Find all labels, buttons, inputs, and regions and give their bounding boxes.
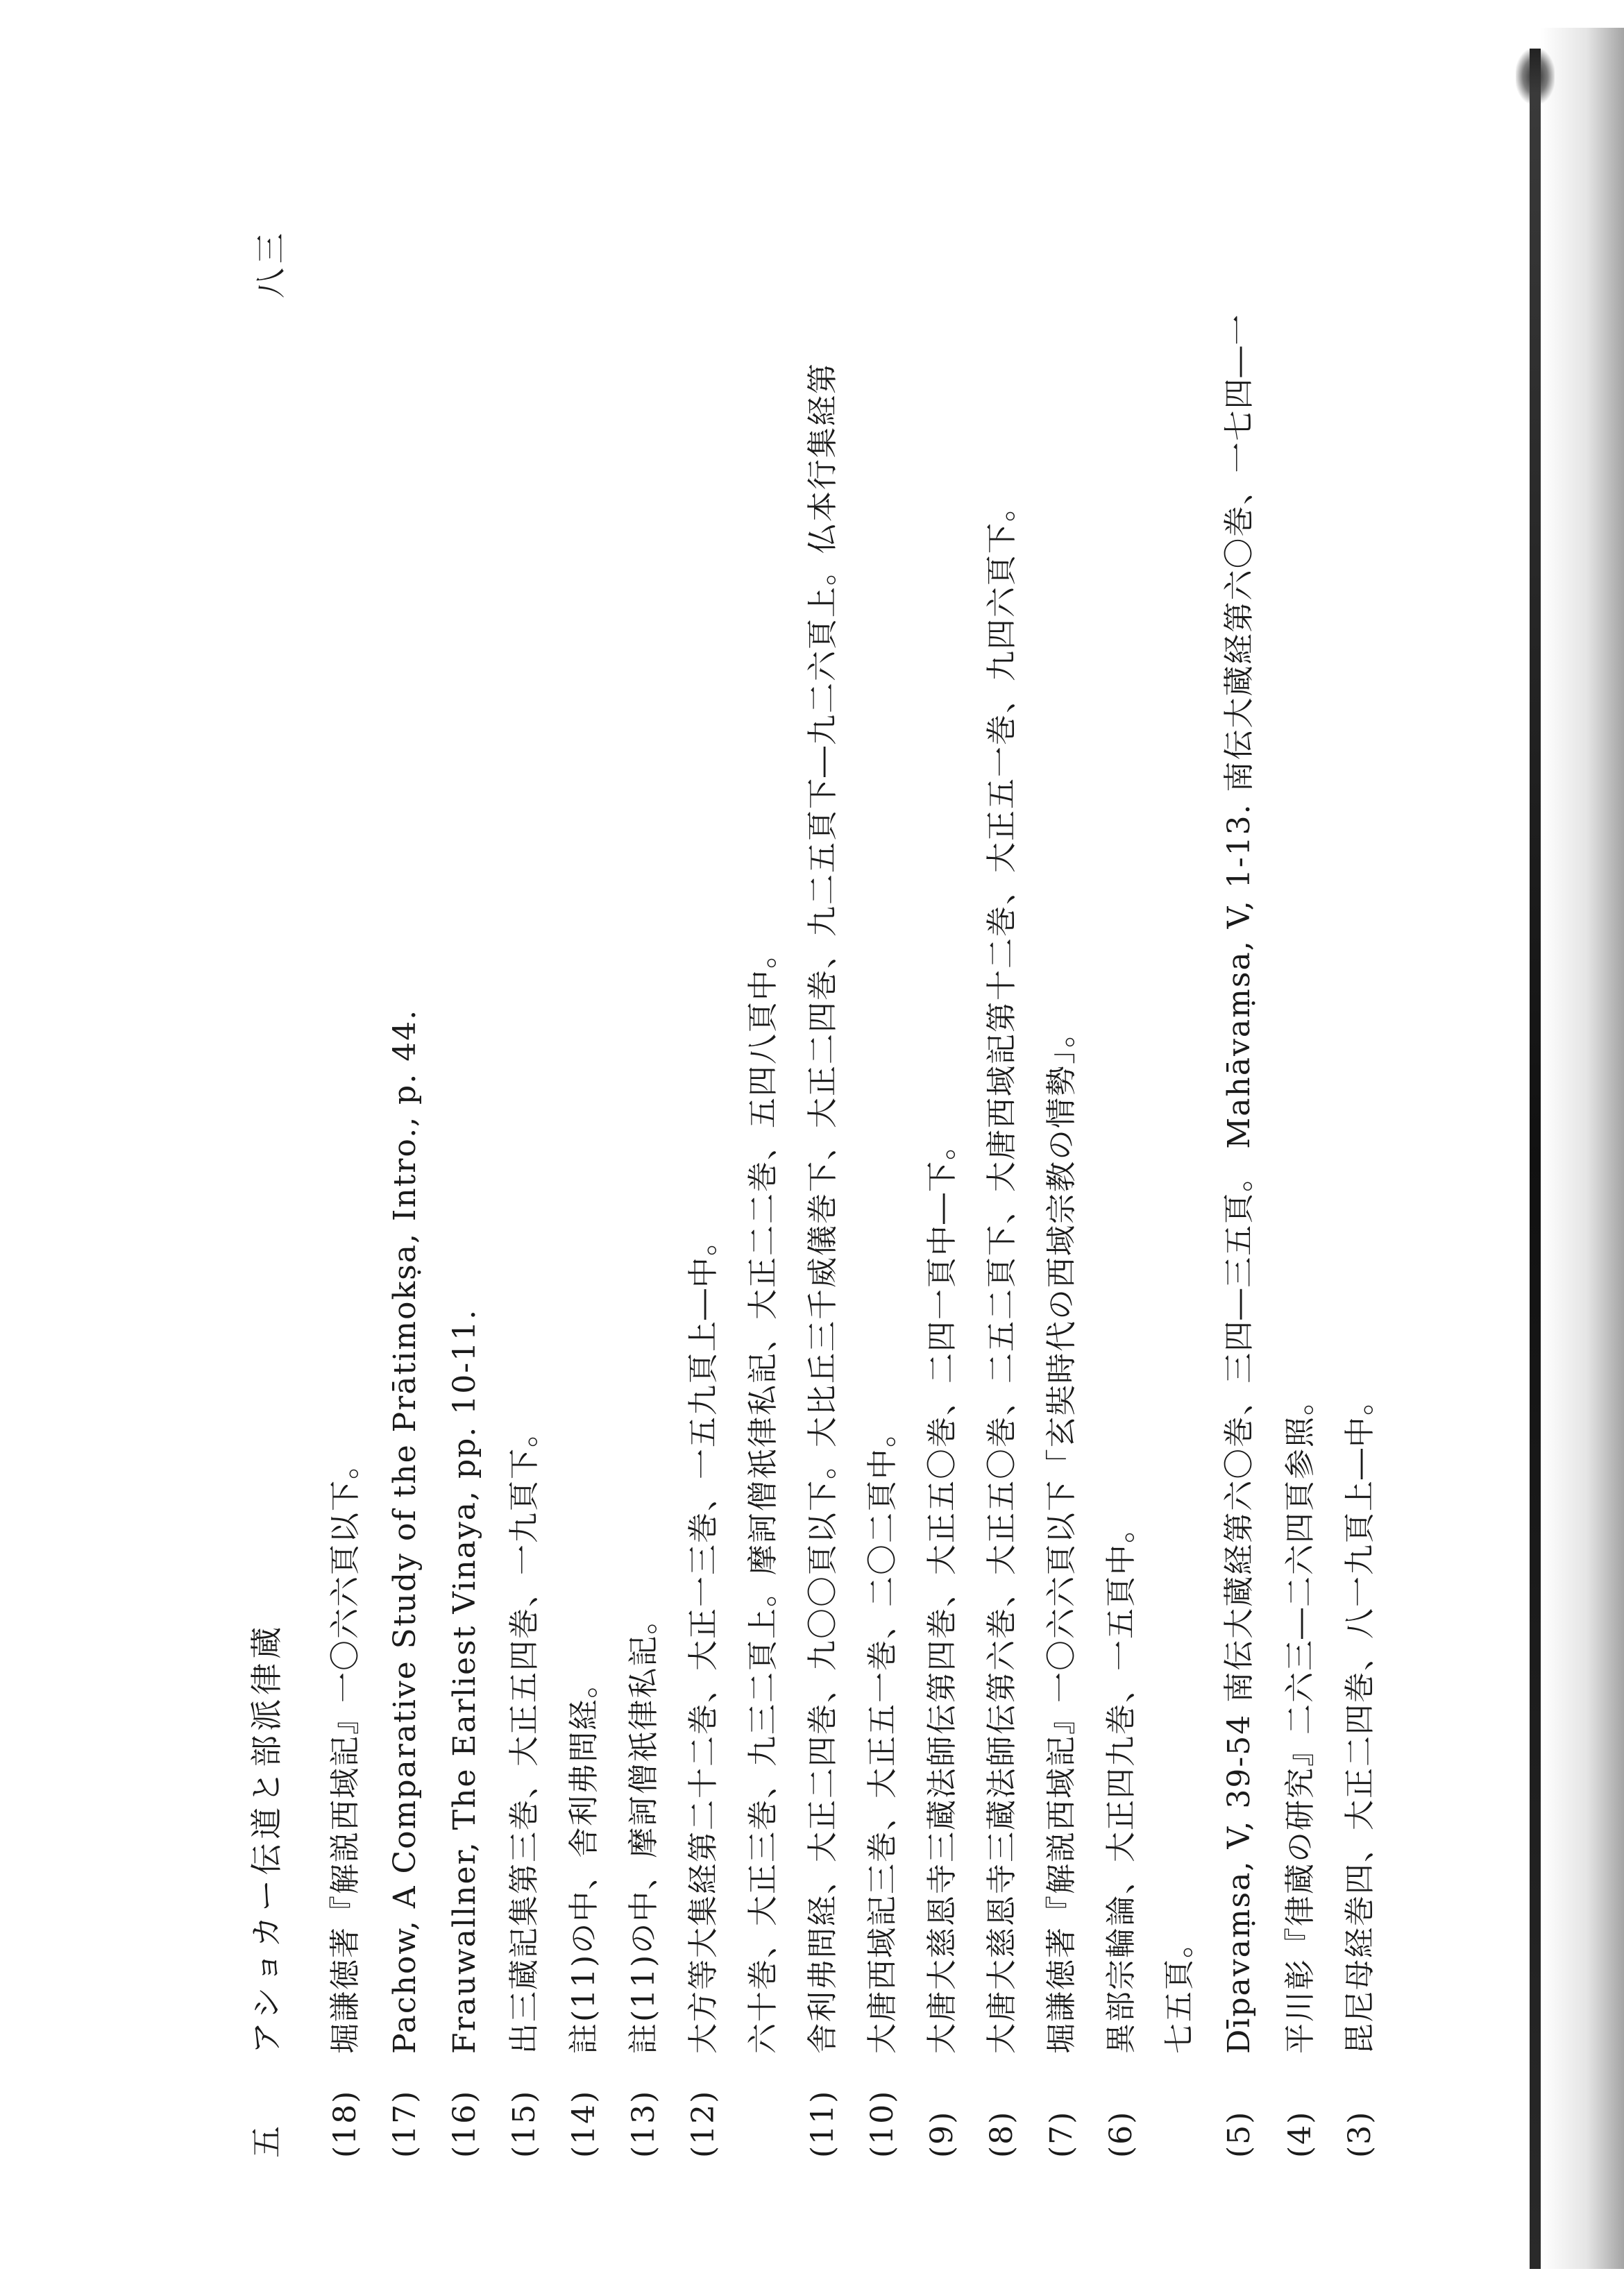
footnote-number: (9) xyxy=(924,2110,960,2158)
footnote-number: (5) xyxy=(1221,2110,1257,2158)
footnote-text: 出三蔵記集第三巻、大正五四巻、一九頁下。 xyxy=(507,1415,542,2054)
footnote-text: 註(11)の中、摩訶僧祇律私記。 xyxy=(626,1602,661,2054)
footnote-number: (11) xyxy=(805,2089,840,2158)
footnote-17 xyxy=(384,1009,426,2158)
footnote-18 xyxy=(325,1447,366,2158)
footnote-text: 平川彰『律蔵の研究』二六三―二六四頁参照。 xyxy=(1283,1384,1318,2054)
page-number: 八三 xyxy=(253,229,289,298)
footnote-text: 大方等大集経第二十二巻、大正一三巻、一五九頁上―中。 xyxy=(686,1224,721,2054)
footnote-12 xyxy=(683,1224,725,2158)
footnote-number: (6) xyxy=(1103,2110,1139,2158)
running-head xyxy=(246,1623,287,2158)
footnote-number: (14) xyxy=(566,2089,602,2158)
footnote-text: 六十巻、大正三巻、九三二頁上。摩訶僧祇律私記、大正二二巻、五四八頁中。 xyxy=(745,937,781,2054)
footnote-text: 異部宗輪論、大正四九巻、一五頁中。 xyxy=(1103,1511,1139,2054)
footnote-number: (10) xyxy=(865,2089,900,2158)
footnote-5 xyxy=(1219,313,1260,2158)
footnote-text: 註(11)の中、舎利弗問経。 xyxy=(566,1666,602,2054)
footnote-number: (4) xyxy=(1283,2110,1318,2158)
footnote-16 xyxy=(444,1309,486,2158)
footnote-3 xyxy=(1339,1384,1381,2158)
footnote-number: (15) xyxy=(507,2089,542,2158)
footnote-text: 舎利弗問経、大正二四巻、九〇〇頁以下。大比丘三千威儀巻下、大正二四巻、九二五頁下―九二六頁上。仏本行集経第 xyxy=(805,362,840,2054)
footnote-number: (16) xyxy=(447,2089,482,2158)
footnote-number: (8) xyxy=(984,2110,1020,2158)
footnote-4 xyxy=(1280,1384,1321,2158)
footnote-5-continued xyxy=(1159,1926,1201,2158)
footnote-7 xyxy=(1041,1016,1083,2158)
footnote-number: (17) xyxy=(387,2089,423,2158)
footnote-text: 大唐大慈恩寺三蔵法師伝第六巻、大正五〇巻、二五二頁下、大唐西域記第十二巻、大正五一巻、九四六頁下。 xyxy=(984,490,1020,2054)
footnote-text: 七五頁。 xyxy=(1162,1926,1197,2054)
footnote-number: (13) xyxy=(626,2089,661,2158)
chapter-number: 五 xyxy=(248,2122,285,2158)
footnote-number: (3) xyxy=(1342,2110,1378,2158)
footnote-text: Pachow, A Comparative Study of the Prātimokṣa, Intro., p. 44. xyxy=(387,1008,423,2054)
footnote-text: 堀謙徳著『解説西域記』一〇六六頁以下「玄奘時代の西域宗教の情勢」。 xyxy=(1044,1016,1079,2054)
footnote-8 xyxy=(981,490,1023,2158)
footnote-text: Frauwallner, The Earliest Vinaya, pp. 10-11. xyxy=(447,1308,482,2054)
footnote-11-continued xyxy=(743,937,784,2158)
footnote-15 xyxy=(504,1415,545,2158)
page-edge-shadow xyxy=(1541,28,1624,2269)
footnote-13 xyxy=(623,1603,665,2158)
footnote-text: 堀謙徳著『解説西域記』一〇六六頁以下。 xyxy=(328,1447,363,2054)
footnote-text: 大唐大慈恩寺三蔵法師伝第四巻、大正五〇巻、二四一頁中―下。 xyxy=(924,1128,960,2054)
footnote-number: (7) xyxy=(1044,2110,1079,2158)
footnote-14 xyxy=(564,1667,605,2158)
footnote-number: (18) xyxy=(328,2089,363,2158)
footnote-text: 大唐西域記三巻、大正五一巻、二〇二頁中。 xyxy=(865,1415,900,2054)
footnote-10 xyxy=(862,1415,904,2158)
footnote-6 xyxy=(1101,1511,1142,2158)
footnote-9 xyxy=(922,1128,963,2158)
chapter-title: アショカー伝道と部派律蔵 xyxy=(248,1622,285,2054)
footnote-number: (12) xyxy=(686,2089,721,2158)
footnote-11 xyxy=(802,362,844,2158)
footnote-text: 毘尼母経巻四、大正二四巻、八一九頁上―中。 xyxy=(1342,1384,1378,2054)
footnote-text: Dīpavaṃsa, V, 39-54 南伝大蔵経第六〇巻、三四―三五頁。 Mahāvaṃsa, V, 1-13. 南伝大蔵経第六〇巻、一七四―一 xyxy=(1221,313,1257,2054)
page-edge-line xyxy=(1530,49,1541,2269)
